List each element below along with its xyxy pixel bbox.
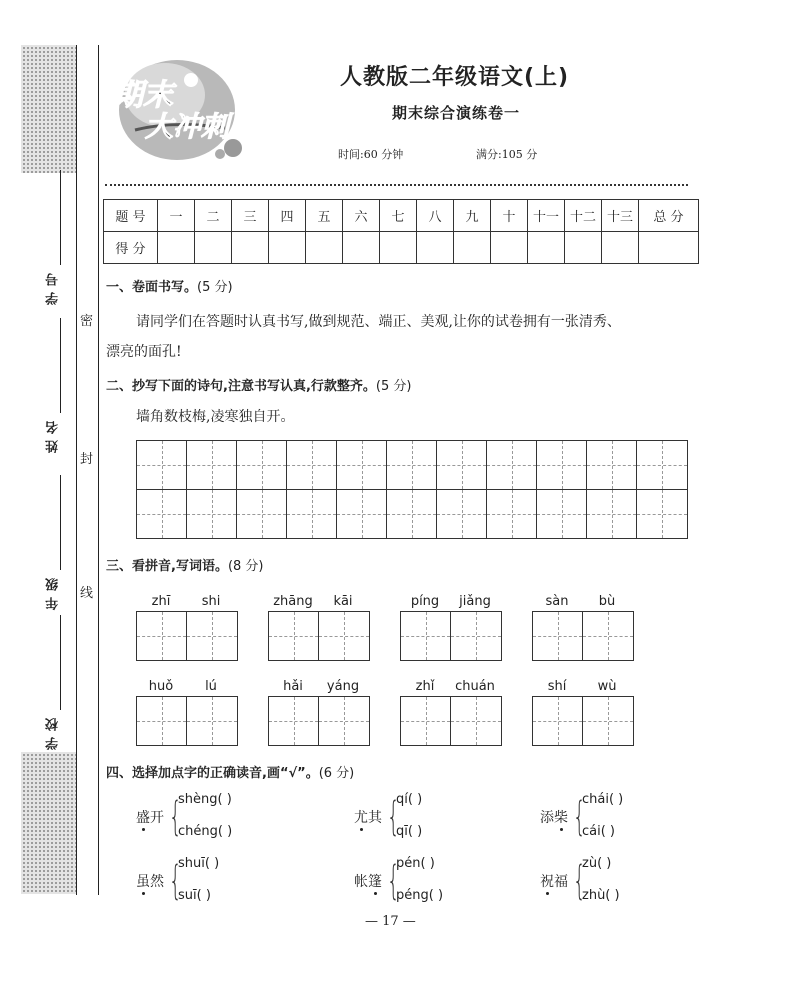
grid-cell[interactable] xyxy=(269,612,319,660)
grid-cell[interactable] xyxy=(487,441,537,489)
header-divider xyxy=(105,184,688,186)
score-table-score-row xyxy=(104,232,699,264)
binding-field-grade[interactable] xyxy=(42,475,64,610)
reading-option[interactable]: qí( ) xyxy=(396,792,423,807)
pinyin-word-7 xyxy=(400,675,502,746)
dotted-char: 柴 xyxy=(554,810,568,826)
pinyin-word-4 xyxy=(532,590,634,661)
score-header-cell: 题 号 xyxy=(104,200,158,232)
logo-text-1: 期末 xyxy=(113,78,173,113)
grid-cell[interactable] xyxy=(387,490,437,538)
brace-icon: { xyxy=(169,794,182,840)
reading-option[interactable]: cái( ) xyxy=(582,824,616,839)
pinyin-syllable: píng xyxy=(410,594,440,609)
grid-cell[interactable] xyxy=(287,490,337,538)
reading-option[interactable]: qī( ) xyxy=(396,824,423,839)
grid-cell[interactable] xyxy=(437,490,487,538)
score-input-cell[interactable] xyxy=(306,232,343,264)
reading-item-4 xyxy=(136,855,296,911)
score-header-cell: 十 xyxy=(491,200,528,232)
grid-cell[interactable] xyxy=(583,697,633,745)
reading-item-2 xyxy=(354,791,514,847)
pinyin-word-2 xyxy=(268,590,370,661)
pinyin-syllable: yáng xyxy=(326,679,360,694)
reading-option[interactable]: zù( ) xyxy=(582,856,612,871)
pinyin-syllable: zhī xyxy=(151,594,171,609)
binding-field-name[interactable] xyxy=(42,318,64,453)
section-2-points: (5 分) xyxy=(375,379,412,394)
score-header-cell: 十二 xyxy=(565,200,602,232)
score-input-cell[interactable] xyxy=(639,232,699,264)
dotted-char: 祝 xyxy=(540,874,554,890)
grid-cell[interactable] xyxy=(269,697,319,745)
grid-cell[interactable] xyxy=(237,441,287,489)
score-input-cell[interactable] xyxy=(565,232,602,264)
seal-mark-mi: 密 xyxy=(80,308,93,331)
section-3-title xyxy=(106,555,264,574)
score-input-cell[interactable] xyxy=(380,232,417,264)
pinyin-word-3 xyxy=(400,590,502,661)
section-4-title xyxy=(106,762,354,781)
grid-cell[interactable] xyxy=(487,490,537,538)
pinyin-syllable: chuán xyxy=(455,679,495,694)
score-input-cell[interactable] xyxy=(158,232,195,264)
reading-option[interactable]: chéng( ) xyxy=(178,824,233,839)
pinyin-word-5 xyxy=(136,675,238,746)
section-4-title-text: 四、选择加点字的正确读音,画“√”。 xyxy=(106,766,319,781)
word-answer-grid[interactable] xyxy=(532,696,634,746)
score-header-cell: 八 xyxy=(417,200,454,232)
pinyin-syllable: zhāng xyxy=(273,594,313,609)
page-title: 人教版二年级语文(上) xyxy=(340,65,570,90)
grid-cell[interactable] xyxy=(337,441,387,489)
section-4-points: (6 分) xyxy=(318,766,355,781)
score-input-cell[interactable] xyxy=(417,232,454,264)
score-table-header-row xyxy=(104,200,699,232)
grid-cell[interactable] xyxy=(319,612,369,660)
pinyin-word-1 xyxy=(136,590,238,661)
plain-char: 帐 xyxy=(354,874,368,890)
reading-option[interactable]: shuī( ) xyxy=(178,856,220,871)
word-answer-grid[interactable] xyxy=(532,611,634,661)
brace-icon: { xyxy=(387,858,400,904)
pinyin-syllable: zhǐ xyxy=(415,679,435,694)
grid-cell[interactable] xyxy=(137,612,187,660)
pinyin-syllable: lú xyxy=(205,679,217,694)
word-answer-grid[interactable] xyxy=(136,611,238,661)
section-3-title-text: 三、看拼音,写词语。 xyxy=(106,559,228,574)
grid-cell[interactable] xyxy=(187,490,237,538)
grid-cell[interactable] xyxy=(237,490,287,538)
score-input-cell[interactable] xyxy=(602,232,639,264)
logo xyxy=(105,50,255,165)
score-input-cell[interactable] xyxy=(343,232,380,264)
score-input-cell[interactable] xyxy=(232,232,269,264)
grid-cell[interactable] xyxy=(387,441,437,489)
grid-cell[interactable] xyxy=(319,697,369,745)
binding-field-student-id[interactable] xyxy=(42,170,64,305)
score-input-cell[interactable] xyxy=(454,232,491,264)
copy-grid-row-2[interactable] xyxy=(136,489,688,539)
pinyin-syllable: sàn xyxy=(545,594,569,609)
grid-cell[interactable] xyxy=(451,612,501,660)
grade-label: 年级 xyxy=(46,572,61,610)
score-header-cell: 一 xyxy=(158,200,195,232)
section-1-text-line-2: 漂亮的面孔! xyxy=(106,344,182,360)
score-row-label: 得 分 xyxy=(104,232,158,264)
section-1-title xyxy=(106,276,233,295)
dotted-char: 盛 xyxy=(136,810,150,826)
grid-cell[interactable] xyxy=(137,697,187,745)
brace-icon: { xyxy=(573,858,586,904)
pinyin-syllable: jiǎng xyxy=(459,594,491,609)
pinyin-syllable: shi xyxy=(201,594,221,609)
reading-item-1 xyxy=(136,791,296,847)
score-header-cell: 十一 xyxy=(528,200,565,232)
score-header-cell: 七 xyxy=(380,200,417,232)
grid-cell[interactable] xyxy=(537,441,587,489)
seal-mark-xian: 线 xyxy=(80,580,93,603)
grid-cell[interactable] xyxy=(137,441,187,489)
reading-option[interactable]: zhù( ) xyxy=(582,888,620,903)
grid-cell[interactable] xyxy=(587,490,637,538)
dotted-char: 尤 xyxy=(354,810,368,826)
exam-full-score: 满分:105 分 xyxy=(476,148,538,161)
section-1-text-line-1: 请同学们在答题时认真书写,做到规范、端正、美观,让你的试卷拥有一张清秀、 xyxy=(136,314,621,330)
exam-time: 时间:60 分钟 xyxy=(338,148,404,161)
word-answer-grid[interactable] xyxy=(268,611,370,661)
section-2-title-text: 二、抄写下面的诗句,注意书写认真,行款整齐。 xyxy=(106,379,376,394)
pinyin-syllable: bù xyxy=(598,594,616,609)
seal-mark-feng: 封 xyxy=(80,446,93,469)
section-1-title-text: 一、卷面书写。 xyxy=(106,280,198,295)
score-header-cell: 三 xyxy=(232,200,269,232)
grid-cell[interactable] xyxy=(587,441,637,489)
score-input-cell[interactable] xyxy=(195,232,232,264)
binding-pattern-top xyxy=(21,45,76,173)
section-3-points: (8 分) xyxy=(227,559,264,574)
grid-cell[interactable] xyxy=(187,612,237,660)
score-table xyxy=(103,199,699,264)
binding-pattern-bottom xyxy=(21,752,76,894)
pinyin-word-6 xyxy=(268,675,370,746)
grid-cell[interactable] xyxy=(533,697,583,745)
grid-cell[interactable] xyxy=(187,441,237,489)
score-header-cell: 十三 xyxy=(602,200,639,232)
reading-option[interactable]: suī( ) xyxy=(178,888,211,903)
score-header-cell: 六 xyxy=(343,200,380,232)
score-input-cell[interactable] xyxy=(269,232,306,264)
pinyin-syllable: shí xyxy=(547,679,567,694)
grid-cell[interactable] xyxy=(637,490,687,538)
school-label: 学校 xyxy=(46,712,61,750)
logo-text-2: 大冲刺 xyxy=(145,110,230,143)
pinyin-word-8 xyxy=(532,675,634,746)
pinyin-syllable: huǒ xyxy=(148,679,174,694)
plain-char: 然 xyxy=(150,874,164,890)
reading-option[interactable]: péng( ) xyxy=(396,888,444,903)
score-header-cell: 五 xyxy=(306,200,343,232)
reading-item-5 xyxy=(354,855,514,911)
name-label: 姓名 xyxy=(46,415,61,453)
grid-cell[interactable] xyxy=(337,490,387,538)
score-header-cell: 总 分 xyxy=(639,200,699,232)
section-2-poem: 墙角数枝梅,凌寒独自开。 xyxy=(136,409,295,425)
dotted-char: 篷 xyxy=(368,874,382,890)
grid-cell[interactable] xyxy=(401,697,451,745)
word-answer-grid[interactable] xyxy=(268,696,370,746)
reading-word xyxy=(136,807,164,827)
score-header-cell: 二 xyxy=(195,200,232,232)
grid-cell[interactable] xyxy=(137,490,187,538)
reading-word xyxy=(540,871,568,891)
grade-underline xyxy=(60,475,61,570)
plain-char: 其 xyxy=(368,810,382,826)
grid-cell[interactable] xyxy=(401,612,451,660)
word-answer-grid[interactable] xyxy=(136,696,238,746)
reading-item-6 xyxy=(540,855,700,911)
plain-char: 添 xyxy=(540,810,554,826)
pinyin-syllable: wù xyxy=(597,679,617,694)
score-input-cell[interactable] xyxy=(528,232,565,264)
plain-char: 开 xyxy=(150,810,164,826)
grid-cell[interactable] xyxy=(187,697,237,745)
reading-word xyxy=(540,807,568,827)
copy-grid-row-1[interactable] xyxy=(136,440,688,490)
word-answer-grid[interactable] xyxy=(400,611,502,661)
grid-cell[interactable] xyxy=(287,441,337,489)
grid-cell[interactable] xyxy=(437,441,487,489)
grid-cell[interactable] xyxy=(637,441,687,489)
reading-word xyxy=(136,871,164,891)
binding-line-inner xyxy=(98,45,99,895)
pinyin-syllable: hǎi xyxy=(283,679,303,694)
grid-cell[interactable] xyxy=(451,697,501,745)
student-id-underline xyxy=(60,170,61,265)
brace-icon: { xyxy=(169,858,182,904)
binding-field-school[interactable] xyxy=(42,615,64,750)
dotted-char: 虽 xyxy=(136,874,150,890)
reading-word xyxy=(354,871,382,891)
reading-option[interactable]: chái( ) xyxy=(582,792,624,807)
reading-option[interactable]: shèng( ) xyxy=(178,792,232,807)
reading-option[interactable]: pén( ) xyxy=(396,856,435,871)
page-number: — 17 — xyxy=(365,914,416,929)
section-2-title xyxy=(106,375,411,394)
grid-cell[interactable] xyxy=(537,490,587,538)
grid-cell[interactable] xyxy=(583,612,633,660)
page-subtitle: 期末综合演练卷一 xyxy=(392,104,521,122)
score-header-cell: 九 xyxy=(454,200,491,232)
score-input-cell[interactable] xyxy=(491,232,528,264)
binding-line-outer xyxy=(76,45,77,895)
student-id-label: 学号 xyxy=(46,267,61,305)
pinyin-syllable: kāi xyxy=(333,594,353,609)
reading-word xyxy=(354,807,382,827)
reading-item-3 xyxy=(540,791,700,847)
plain-char: 福 xyxy=(554,874,568,890)
school-underline xyxy=(60,615,61,710)
grid-cell[interactable] xyxy=(533,612,583,660)
brace-icon: { xyxy=(573,794,586,840)
brace-icon: { xyxy=(387,794,400,840)
word-answer-grid[interactable] xyxy=(400,696,502,746)
name-underline xyxy=(60,318,61,413)
section-1-points: (5 分) xyxy=(197,280,233,295)
score-header-cell: 四 xyxy=(269,200,306,232)
